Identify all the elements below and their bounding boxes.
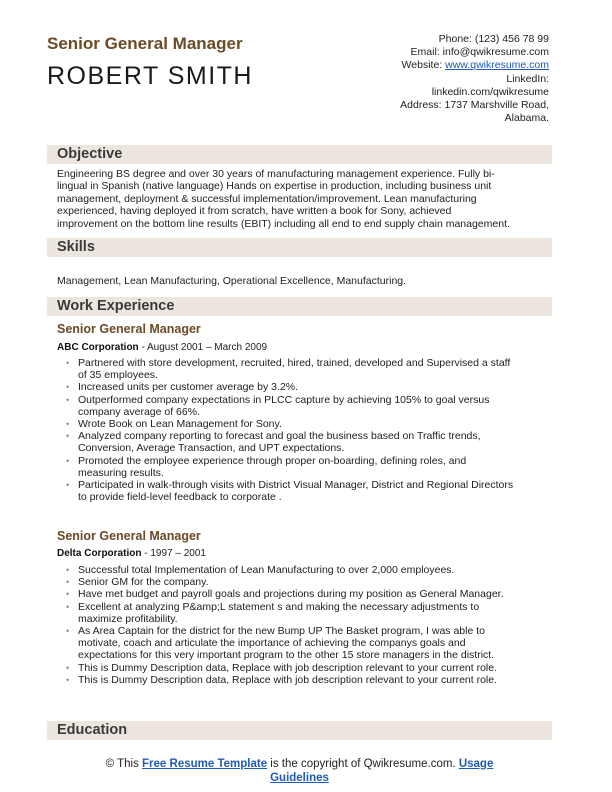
list-item: • Senior GM for the company.: [66, 576, 209, 589]
list-item: • Increased units per customer average by 3.2%.: [66, 381, 299, 394]
contact-website: Website: www.qwikresume.com: [401, 59, 549, 72]
list-item: • This is Dummy Description data, Replace with job description relevant to your current role.: [66, 661, 498, 674]
contact-email: Email: info@qwikresume.com: [410, 46, 549, 59]
contact-block: [289, 33, 549, 125]
objective-heading: Objective: [57, 146, 123, 162]
list-item: • Wrote Book on Lean Management for Sony.: [66, 418, 282, 431]
contact-address-line2: Alabama.: [504, 112, 549, 125]
list-item: • This is Dummy Description data, Replace with job description relevant to your current role.: [66, 673, 498, 686]
objective-text: Engineering BS degree and over 30 years of manufacturing management experience. Fully bi- lingual in Spanish (native language) Hands on expertise in production, including business unit management, deployment & successful implementation/improvement. Lean manufacturing experienced, having deployed it from scratch, have written a book for Sony, achieved improvement on the bottom line results (EBIT) including all end to end supply chain management.: [57, 168, 510, 230]
contact-phone: Phone: (123) 456 78 99: [438, 33, 549, 45]
usage-guidelines-link-part2[interactable]: Guidelines: [270, 772, 329, 784]
list-item: • Participated in walk-through visits with District Visual Manager, District and Regional Directors to provide field-level feedback to corporate .: [66, 479, 514, 504]
list-item: • Excellent at analyzing P&amp;L statement s and making the necessary adjustments to maximize profitability.: [66, 600, 480, 625]
contact-address: Address: 1737 Marshville Road,: [400, 99, 549, 112]
skills-text: Management, Lean Manufacturing, Operational Excellence, Manufacturing.: [57, 275, 407, 287]
list-item: • Have met budget and payroll goals and projections during my position as General Manager.: [66, 588, 504, 601]
website-link[interactable]: www.qwikresume.com: [445, 59, 549, 72]
list-item: • Partnered with store development, recruited, hired, trained, developed and Supervised a staff of 35 employees.: [66, 357, 511, 382]
skills-heading: Skills: [57, 239, 95, 255]
job-2-company: Delta Corporation: [57, 548, 142, 559]
header-name: ROBERT SMITH: [47, 62, 253, 90]
job-1-company-line: [57, 342, 267, 353]
job-1-title: Senior General Manager: [57, 322, 201, 336]
work-heading: Work Experience: [57, 298, 175, 314]
job-1-company: ABC Corporation: [57, 342, 139, 353]
work-section-header: [47, 297, 552, 316]
contact-linkedin-label: LinkedIn:: [506, 72, 549, 85]
list-item: • Analyzed company reporting to forecast and goal the business based on Traffic trends, Conversion, Average Transaction, and UPT expectations.: [66, 430, 481, 455]
job-1-dates: - August 2001 – March 2009: [138, 342, 268, 353]
header-job-title: Senior General Manager: [47, 34, 243, 53]
usage-guidelines-link-part1[interactable]: Usage: [458, 758, 494, 770]
list-item: • As Area Captain for the district for the new Bump UP The Basket program, I was able to motivate, coach and articulate the importance of achieving the companys goals and expectations for this very important program to the other 15 store managers in the district.: [66, 625, 495, 662]
job-1-bullets: [64, 357, 552, 503]
phone-value: (123) 456 78 99: [474, 33, 549, 45]
free-resume-template-link[interactable]: Free Resume Template: [142, 758, 268, 770]
list-item: • Outperformed company expectations in PLCC capture by achieving 105% to goal versus company average of 66%.: [66, 393, 490, 418]
footer-copyright: © This Free Resume Template is the copyright of Qwikresume.com. Usage Guidelines: [105, 758, 494, 784]
list-item: • Successful total Implementation of Lean Manufacturing to over 2,000 employees.: [66, 564, 455, 576]
job-2-dates: - 1997 – 2001: [141, 548, 206, 559]
list-item: • Promoted the employee experience through proper on-boarding, defining roles, and measuring results.: [66, 454, 467, 479]
education-heading: Education: [57, 722, 128, 738]
job-2-bullets: [64, 564, 552, 686]
job-2-company-line: [57, 548, 206, 559]
skills-section-header: [47, 238, 552, 257]
education-section-header: [47, 721, 552, 740]
contact-linkedin-value: linkedin.com/qwikresume: [431, 85, 549, 98]
job-2-title: Senior General Manager: [57, 529, 201, 543]
objective-section-header: [47, 145, 552, 164]
email-value: info@qwikresume.com: [442, 46, 549, 59]
